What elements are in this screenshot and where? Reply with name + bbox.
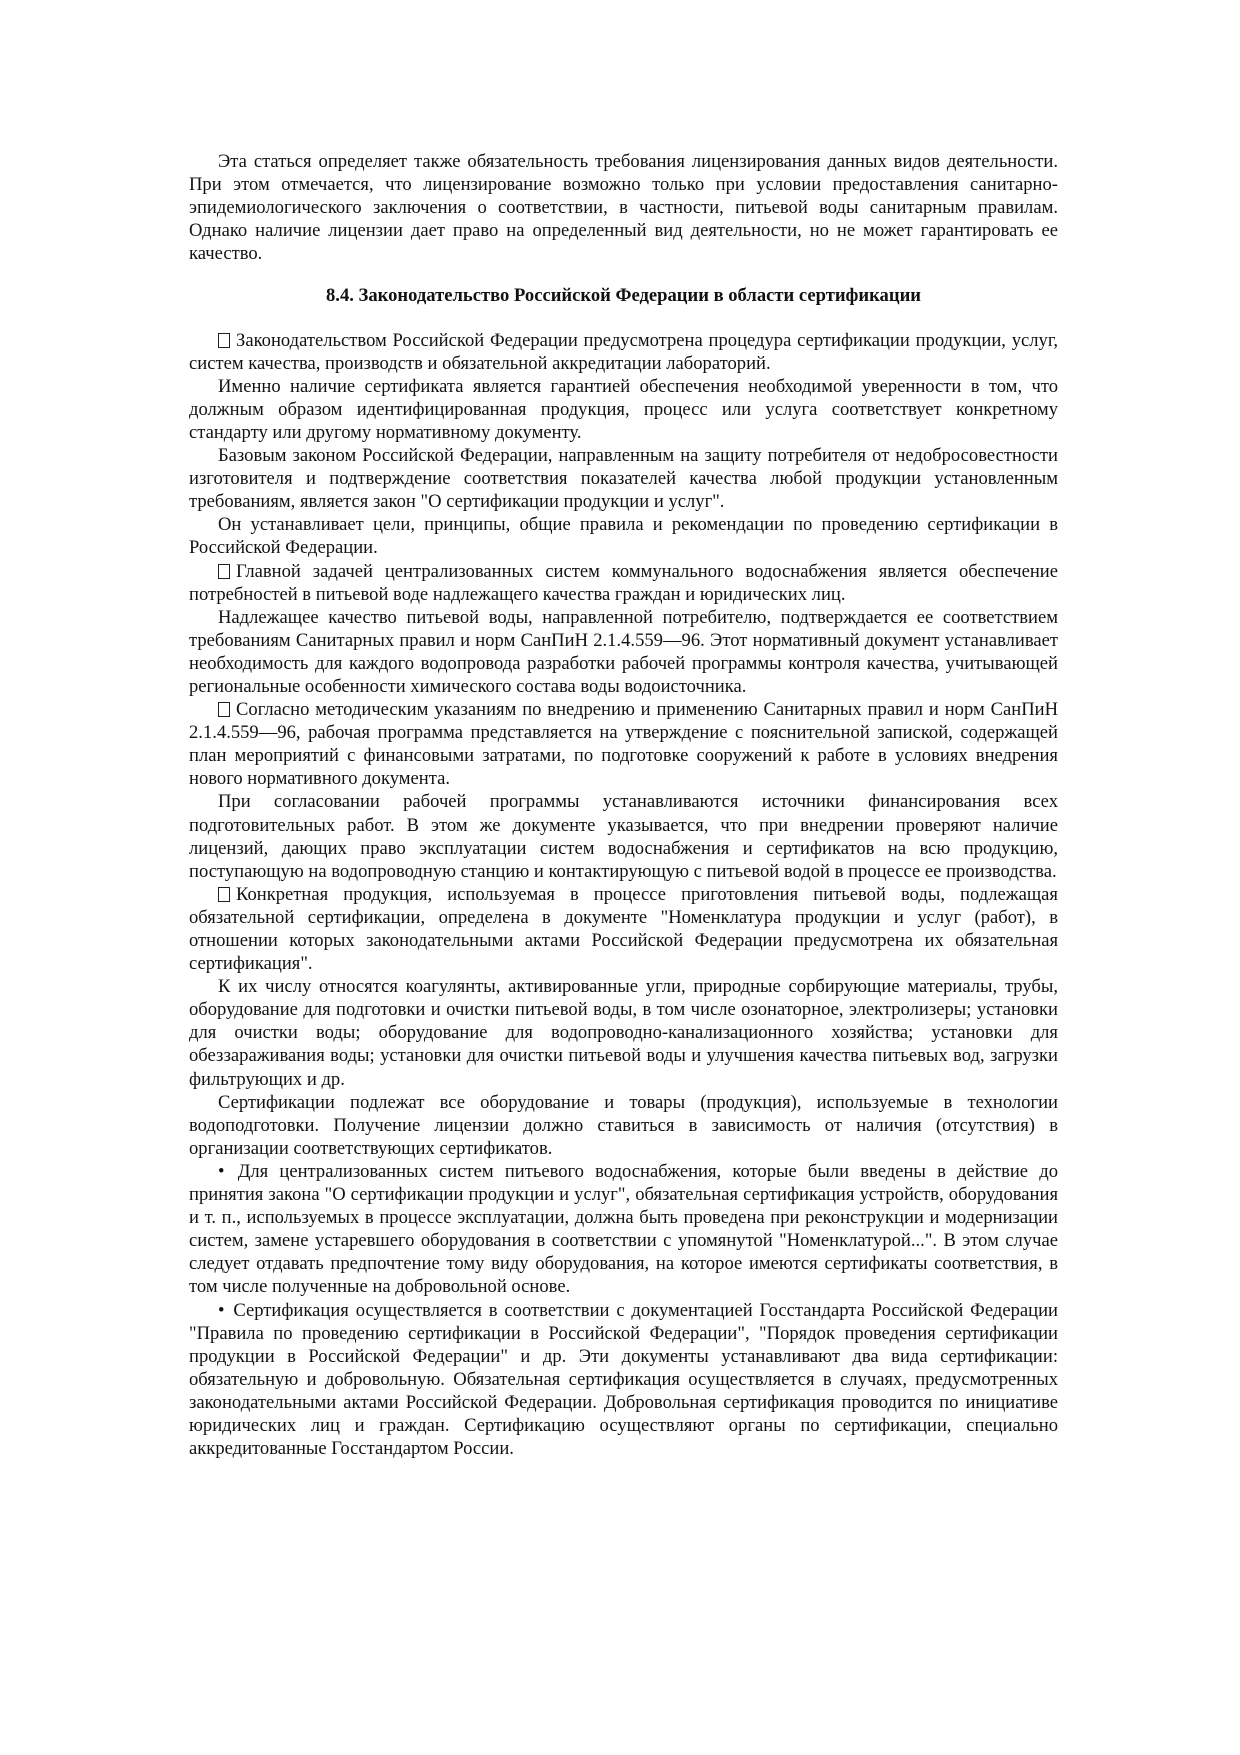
paragraph-financing	[189, 790, 1058, 882]
paragraph-text: Для централизованных систем питьевого водоснабжения, которые были введены в действие до принятия закона "О сертификации продукции и услуг", обязательная сертификация устройств, оборудования и т. п., используемых в процессе эксплуатации, должна быть проведена при реконструкции и модернизации систем, замене устаревшего оборудования в соответствии с упомянутой "Номенклатурой...". В этом случае следует отдавать предпочтение тому виду оборудования, на которое имеются сертификаты соответствия, в том числе полученные на добровольной основе.	[189, 1160, 1058, 1298]
paragraph-product-list	[189, 975, 1058, 1090]
paragraph-text: Он устанавливает цели, принципы, общие правила и рекомендации по проведению сертификации в Российской Федерации.	[189, 514, 1058, 559]
paragraph-water-quality	[189, 606, 1058, 698]
paragraph-water-supply-task	[189, 560, 1058, 606]
paragraph-text: Сертификация осуществляется в соответствии с документацией Госстандарта Российской Федерации "Правила по проведению сертификации в Российской Федерации", "Порядок проведения сертификации продукции в Российской Федерации" и др. Эти документы устанавливают два вида сертификации: обязательную и добровольную. Обязательная сертификация осуществляется в случаях, предусмотренных законодательными актами Российской Федерации. Добровольная сертификация проводится по инициативе юридических лиц и граждан. Сертификацию осуществляют органы по сертификации, специально аккредитованные Госстандартом России.	[189, 1299, 1058, 1460]
paragraph-equipment-certification	[189, 1091, 1058, 1160]
paragraph-base-law	[189, 444, 1058, 513]
bullet-icon: •	[218, 1299, 225, 1321]
paragraph-text: При согласовании рабочей программы устанавливаются источники финансирования всех подготовительных работ. В этом же документе указывается, что при внедрении проверяют наличие лицензий, дающих право эксплуатации систем водоснабжения и сертификатов на всю продукцию, поступающую на водопроводную станцию и контактирующую с питьевой водой в процессе ее производства.	[189, 791, 1058, 882]
missing-glyph-icon	[218, 333, 230, 348]
paragraph-certification-documents	[189, 1299, 1058, 1461]
missing-glyph-icon	[218, 887, 230, 902]
paragraph-certificate-guarantee	[189, 375, 1058, 444]
paragraph-text: Главной задачей централизованных систем коммунального водоснабжения является обеспечение потребностей в питьевой воде надлежащего качества граждан и юридических лиц.	[189, 560, 1058, 605]
paragraph-text: К их числу относятся коагулянты, активированные угли, природные сорбирующие материалы, трубы, оборудование для подготовки и очистки питьевой воды, в том числе озонаторное, электролизеры; установки для очистки воды; оборудование для водопроводно-канализационного хозяйства; установки для обеззараживания воды; установки для очистки питьевой воды и улучшения качества питьевых вод, загрузки фильтрующих и др.	[189, 976, 1058, 1090]
paragraph-text: Именно наличие сертификата является гарантией обеспечения необходимой уверенности в том, что должным образом идентифицированная продукция, процесс или услуга соответствует конкретному стандарту или другому нормативному документу.	[189, 375, 1058, 443]
missing-glyph-icon	[218, 702, 230, 717]
paragraph-certification-procedure	[189, 329, 1058, 375]
paragraph-specific-products	[189, 883, 1058, 975]
paragraph-law-goals	[189, 513, 1058, 559]
paragraph-text: Надлежащее качество питьевой воды, направленной потребителю, подтверждается ее соответствием требованиям Санитарных правил и норм СанПиН 2.1.4.559—96. Этот нормативный документ устанавливает необходимость для каждого водопровода разработки рабочей программы контроля качества, учитывающей региональные особенности химического состава воды водоисточника.	[189, 606, 1058, 697]
paragraph-text: Законодательством Российской Федерации предусмотрена процедура сертификации продукции, услуг, систем качества, производств и обязательной аккредитации лабораторий.	[189, 329, 1058, 374]
paragraph-text: Согласно методическим указаниям по внедрению и применению Санитарных правил и норм СанПиН 2.1.4.559—96, рабочая программа представляется на утверждение с пояснительной запиской, содержащей план мероприятий с финансовыми затратами, по подготовке сооружений к работе в условиях внедрения нового нормативного документа.	[189, 699, 1058, 790]
document-body	[189, 150, 1058, 1460]
section-heading: 8.4. Законодательство Российской Федерации в области сертификации	[326, 285, 921, 307]
paragraph-text: Базовым законом Российской Федерации, направленным на защиту потребителя от недобросовестности изготовителя и подтверждение соответствия показателей качества любой продукции установленным требованиям, является закон "О сертификации продукции и услуг".	[189, 445, 1058, 513]
bullet-icon: •	[218, 1160, 225, 1182]
paragraph-text: Сертификации подлежат все оборудование и товары (продукция), используемые в технологии водоподготовки. Получение лицензии должно ставиться в зависимость от наличия (отсутствия) в организации соответствующих сертификатов.	[189, 1091, 1058, 1159]
paragraph-text: Конкретная продукция, используемая в процессе приготовления питьевой воды, подлежащая обязательной сертификации, определена в документе "Номенклатура продукции и услуг (работ), в отношении которых законодательными актами Российской Федерации предусмотрена их обязательная сертификация".	[189, 883, 1058, 975]
intro-paragraph: Эта статься определяет также обязательность требования лицензирования данных видов деятельности. При этом отмечается, что лицензирование возможно только при условии предоставления санитарно-эпидемиологического заключения о соответствии, в частности, питьевой воды санитарным правилам. Однако наличие лицензии дает право на определенный вид деятельности, но не может гарантировать ее качество.	[189, 151, 1058, 265]
paragraph-centralized-systems	[189, 1160, 1058, 1299]
missing-glyph-icon	[218, 564, 230, 579]
paragraph-methodical-guidelines	[189, 698, 1058, 790]
